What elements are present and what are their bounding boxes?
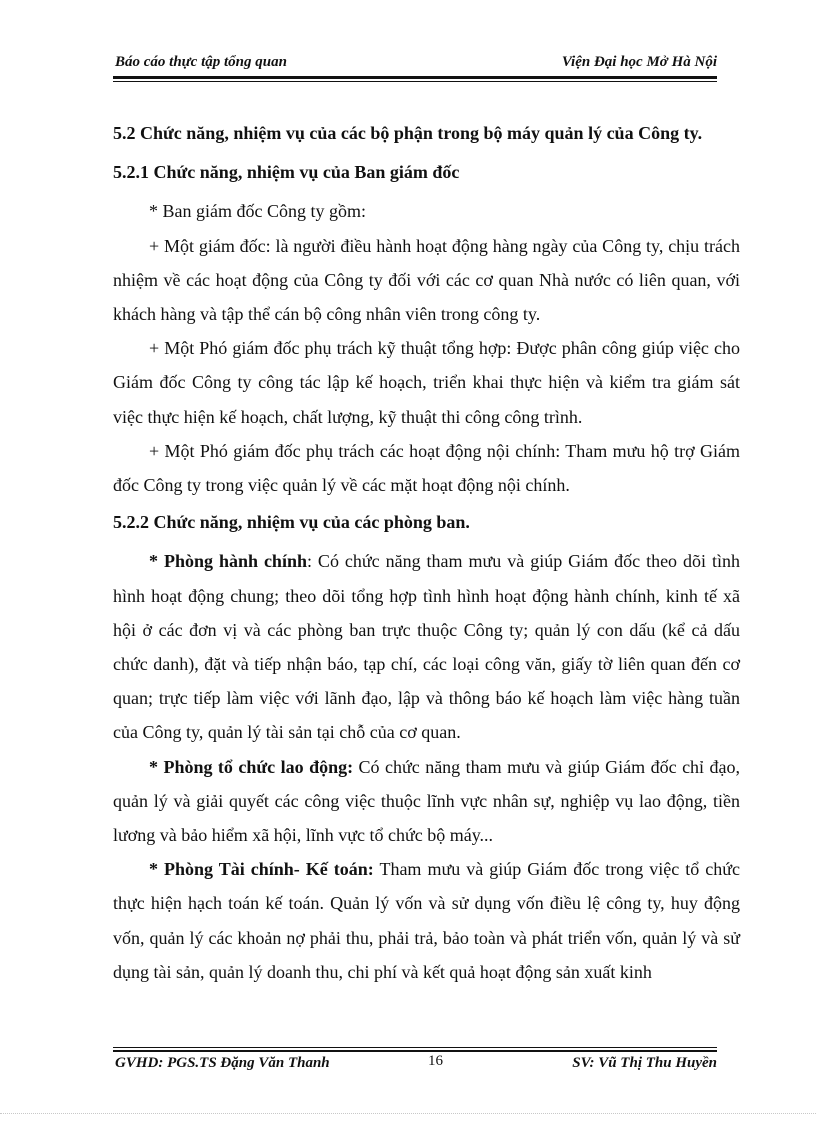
footer-student: SV: Vũ Thị Thu Huyền [572,1055,717,1071]
page-bottom-dotted-line [0,1113,816,1114]
document-body [113,116,740,989]
labor-dept-text: Có chức năng tham mưu và giúp Giám đốc chỉ đạo, quản lý và giải quyết các công việc thuộc lĩnh vực nhân sự, nghiệp vụ lao động, tiền lương và bảo hiểm xã hội, lĩnh vực tổ chức bộ máy... [113,756,740,846]
paragraph-deputy-technical: + Một Phó giám đốc phụ trách kỹ thuật tổng hợp: Được phân công giúp việc cho Giám đốc Công ty công tác lập kế hoạch, triển khai thực hiện và kiểm tra giám sát việc thực hiện kế hoạch, chất lượng, kỹ thuật thi công công trình. [113,338,740,427]
paragraph-finance-dept [113,852,740,989]
header-rule-thin [113,81,717,82]
paragraph-board-members: * Ban giám đốc Công ty gồm: [149,201,366,222]
finance-dept-label: * Phòng Tài chính- Kế toán: [149,859,374,880]
page-header [113,52,717,76]
admin-dept-text: : Có chức năng tham mưu và giúp Giám đốc theo dõi tình hình hoạt động chung; theo dõi tổng hợp tình hình hoạt động hành chính, kinh tế xã hội ở các đơn vị và các phòng ban trực thuộc Công ty; quản lý con dấu (kể cả dấu chức danh), đặt và tiếp nhận báo, tạp chí, các loại công văn, giấy tờ liên quan đến cơ quan; trực tiếp làm việc với lãnh đạo, lập và thông báo kế hoạch làm việc hàng tuần của Công ty, quản lý tài sản tại chỗ của cơ quan. [113,551,740,743]
paragraph-labor-dept [113,750,740,853]
finance-dept-text: Tham mưu và giúp Giám đốc trong việc tổ chức thực hiện hạch toán kế toán. Quản lý vốn và sử dụng vốn điều lệ công ty, huy động vốn, quản lý các khoản nợ phải thu, phải trả, bảo toàn và phát triển vốn, quản lý và sử dụng tài sản, quản lý doanh thu, chi phí và kết quả hoạt động sản xuất kinh [113,859,740,982]
header-left-title: Báo cáo thực tập tổng quan [115,54,287,70]
paragraph-deputy-internal: + Một Phó giám đốc phụ trách các hoạt động nội chính: Tham mưu hộ trợ Giám đốc Công ty trong việc quản lý về các mặt hoạt động nội chính. [113,440,740,496]
page-number: 16 [428,1053,443,1069]
header-right-title: Viện Đại học Mở Hà Nội [561,54,717,70]
header-rule-thick [113,76,717,79]
section-heading: 5.2 Chức năng, nhiệm vụ của các bộ phận trong bộ máy quản lý của Công ty. [113,123,703,143]
footer-rule-thin [113,1047,717,1048]
footer-rule-thick [113,1050,717,1052]
subsection-heading-5-2-2: 5.2.2 Chức năng, nhiệm vụ của các phòng ban. [113,512,470,533]
page-footer [113,1053,717,1075]
footer-supervisor: GVHD: PGS.TS Đặng Văn Thanh [115,1055,330,1071]
paragraph-director: + Một giám đốc: là người điều hành hoạt động hàng ngày của Công ty, chịu trách nhiệm về các hoạt động của Công ty đối với các cơ quan Nhà nước có liên quan, với khách hàng và tập thể cán bộ công nhân viên trong công ty. [113,235,740,325]
admin-dept-label: * Phòng hành chính [149,551,307,572]
paragraph-admin-dept [113,544,740,749]
subsection-heading-5-2-1: 5.2.1 Chức năng, nhiệm vụ của Ban giám đốc [113,162,460,183]
labor-dept-label: * Phòng tổ chức lao động: [149,756,354,777]
